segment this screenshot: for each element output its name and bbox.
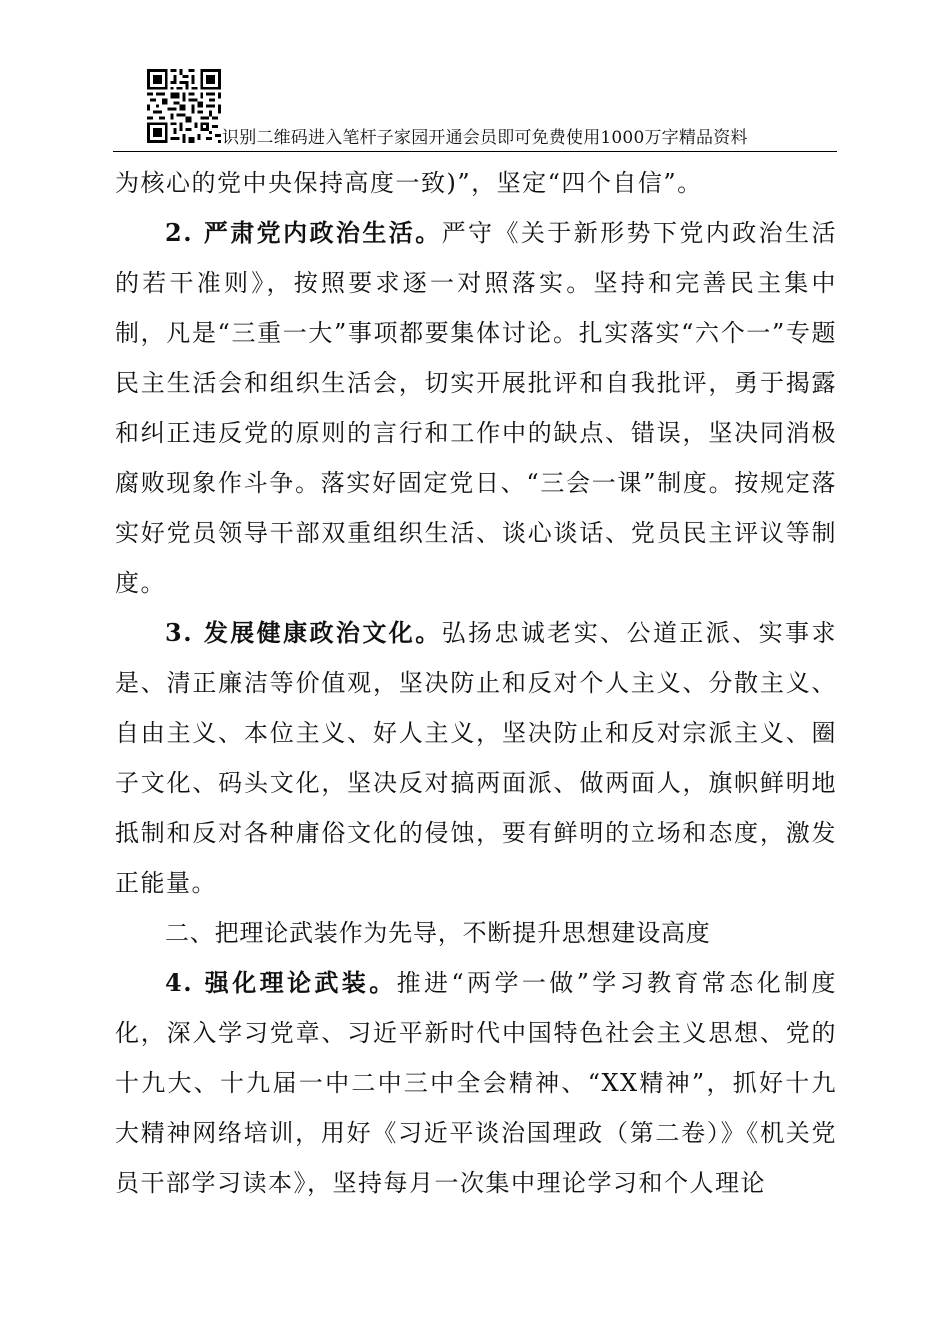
paragraph-2 (115, 208, 837, 608)
paragraph-lead: 3. 发展健康政治文化。 (165, 618, 442, 647)
paragraph-continuation (115, 158, 837, 208)
paragraph-lead: 4. 强化理论武装。 (165, 968, 397, 997)
paragraph-text: 推进“两学一做”学习教育常态化制度化，深入学习党章、习近平新时代中国特色社会主义思想、党的十九大、十九届一中二中三中全会精神、“XX精神”，抓好十九大精神网络培训，用好《习近平谈治国理政（第二卷）》《机关党员干部学习读本》，坚持每月一次集中理论学习和个人理论 (115, 969, 837, 1197)
section-heading (115, 908, 837, 958)
header-divider (113, 151, 837, 152)
paragraph-text: 为核心的党中央保持高度一致)”，坚定“四个自信”。 (115, 169, 703, 197)
document-body (115, 158, 837, 1208)
paragraph-lead: 2. 严肃党内政治生活。 (165, 218, 442, 247)
section-heading-text: 二、把理论武装作为先导，不断提升思想建设高度 (165, 919, 711, 947)
header-banner-text: 识别二维码进入笔杆子家园开通会员即可免费使用1000万字精品资料 (222, 128, 748, 148)
paragraph-3 (115, 608, 837, 908)
paragraph-text: 严守《关于新形势下党内政治生活的若干准则》，按照要求逐一对照落实。坚持和完善民主集中制，凡是“三重一大”事项都要集体讨论。扎实落实“六个一”专题民主生活会和组织生活会，切实开展批评和自我批评，勇于揭露和纠正违反党的原则的言行和工作中的缺点、错误，坚决同消极腐败现象作斗争。落实好固定党日、“三会一课”制度。按规定落实好党员领导干部双重组织生活、谈心谈话、党员民主评议等制度。 (115, 219, 837, 597)
paragraph-text: 弘扬忠诚老实、公道正派、实事求是、清正廉洁等价值观，坚决防止和反对个人主义、分散主义、自由主义、本位主义、好人主义，坚决防止和反对宗派主义、圈子文化、码头文化，坚决反对搞两面派、做两面人，旗帜鲜明地抵制和反对各种庸俗文化的侵蚀，要有鲜明的立场和态度，激发正能量。 (115, 619, 837, 897)
qr-code-icon (147, 69, 221, 143)
paragraph-4 (115, 958, 837, 1208)
